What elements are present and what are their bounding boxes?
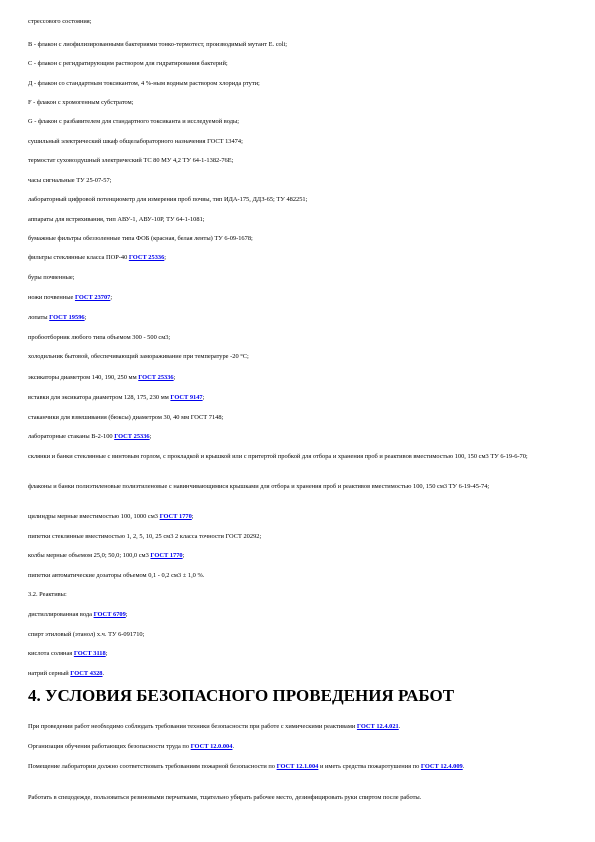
gost-link[interactable]: ГОСТ 3118 xyxy=(73,650,106,657)
paragraph-text: ножи почвенные xyxy=(28,294,75,301)
paragraph xyxy=(28,137,568,147)
paragraph-text: и иметь средства пожаротушения по xyxy=(318,763,421,770)
gost-link[interactable]: ГОСТ 12.0.004 xyxy=(190,743,233,750)
paragraph xyxy=(28,482,568,492)
paragraph-text: флаконы и банки полиэтиленовые полиэтиленовые с навинчивающимися крышками для отбора и хранения проб и реактивов вместимостью 100, 150 см3 ТУ 6-19-45-74; xyxy=(28,483,490,490)
paragraph-text: ; xyxy=(173,374,176,381)
paragraph-text: ; xyxy=(84,314,87,321)
paragraph-text: буры почвенные; xyxy=(28,274,75,281)
gost-link[interactable]: ГОСТ 1770 xyxy=(150,552,183,559)
paragraph xyxy=(28,742,568,752)
paragraph-text: При проведении работ необходимо соблюдать требования техники безопасности при работе с химическими реактивами xyxy=(28,723,357,730)
paragraph-text: Помещение лаборатории должно соответствовать требованиям пожарной безопасности по xyxy=(28,763,277,770)
paragraph-text: эксикаторы диаметром 140, 190, 250 мм xyxy=(28,374,139,381)
paragraph xyxy=(28,156,568,166)
gost-link[interactable]: ГОСТ 25336 xyxy=(114,433,150,440)
paragraph xyxy=(28,722,568,732)
paragraph xyxy=(28,273,568,283)
paragraph-text: лабораторный цифровой потенциометр для измерения проб почвы, тип ИДА-175, ДДЗ-65; ТУ 482251; xyxy=(28,196,308,203)
paragraph xyxy=(28,373,568,383)
paragraph-text: . xyxy=(102,670,105,677)
paragraph xyxy=(28,79,568,89)
paragraph-text: дистиллированная вода xyxy=(28,611,94,618)
paragraph-text: лопаты xyxy=(28,314,50,321)
paragraph-text: G - флакон с разбавителем для стандартного токсиканта и исследуемой воды; xyxy=(28,118,240,125)
paragraph-text: ; xyxy=(110,294,113,301)
paragraph-text: термостат суховоздушный электрический ТС 80 МУ 4,2 ТУ 64-1-1382-76Е; xyxy=(28,157,234,164)
paragraph xyxy=(28,17,568,27)
paragraph xyxy=(28,630,568,640)
paragraph-text: . xyxy=(398,723,401,730)
paragraph xyxy=(28,234,568,244)
paragraph-text: кислота соляная xyxy=(28,650,74,657)
paragraph-text: цилиндры мерные вместимостью 100, 1000 см3 xyxy=(28,513,160,520)
paragraph xyxy=(28,762,568,772)
paragraph-text: ; xyxy=(125,611,128,618)
gost-link[interactable]: ГОСТ 23707 xyxy=(74,294,111,301)
paragraph xyxy=(28,452,568,462)
gost-link[interactable]: ГОСТ 25336 xyxy=(128,254,165,261)
gost-link[interactable]: ГОСТ 6709 xyxy=(93,611,126,618)
paragraph xyxy=(28,571,568,581)
paragraph-text: B - флакон с лиофилизированными бактериями тонко-термотест, производимый мутант E. coli; xyxy=(28,41,288,48)
paragraph-text: пробоотборник любого типа объемом 300 - 500 см3; xyxy=(28,334,171,341)
paragraph xyxy=(28,215,568,225)
paragraph xyxy=(28,551,568,561)
gost-link[interactable]: ГОСТ 12.4.021 xyxy=(356,723,399,730)
gost-link[interactable]: ГОСТ 12.1.004 xyxy=(276,763,319,770)
paragraph-text: Д - флакон со стандартным токсикантом, 4 %-ным водным раствором хлорида ртути; xyxy=(28,80,260,87)
paragraph-text: натрий серный xyxy=(28,670,71,677)
paragraph-text: спирт этиловый (этанол) х.ч. ТУ 6-091710; xyxy=(28,631,145,638)
paragraph xyxy=(28,59,568,69)
paragraph-text: ; xyxy=(105,650,108,657)
paragraph xyxy=(28,333,568,343)
paragraph xyxy=(28,195,568,205)
paragraph-text: фильтры стеклянные класса ПОР-40 xyxy=(28,254,129,261)
paragraph xyxy=(28,352,568,362)
paragraph xyxy=(28,313,568,323)
paragraph-text: Работать в спецодежде, пользоваться резиновыми перчатками, тщательно убирать рабочее место, дезинфицировать руки спиртом после работы. xyxy=(28,794,422,801)
paragraph-text: ; xyxy=(182,552,185,559)
paragraph-text: Организация обучения работающих безопасности труда по xyxy=(28,743,191,750)
paragraph-text: C - флакон с регидратирующим раствором для гидратирования бактерий; xyxy=(28,60,228,67)
paragraph-text: пипетки автоматические дозаторы объемом 0,1 - 0,2 см3 ± 1,0 %. xyxy=(28,572,205,579)
paragraph-text: склянки и банки стеклянные с винтовым горлом, с прокладкой и крышкой или с притертой пробкой для отбора и хранения проб и реактивов вместимостью 100, 150 см3 ТУ 6-19-6-70; xyxy=(28,453,528,460)
paragraph-text: сушильный электрический шкаф общелабораторного назначения ГОСТ 13474; xyxy=(28,138,243,145)
paragraph-text: стаканчики для взвешивания (бюксы) диаметром 30, 40 мм ГОСТ 7148; xyxy=(28,414,224,421)
paragraph xyxy=(28,176,568,186)
paragraph xyxy=(28,393,568,403)
paragraph-text: лабораторные стаканы В-2-100 xyxy=(28,433,115,440)
gost-link[interactable]: ГОСТ 12.4.009 xyxy=(420,763,463,770)
paragraph-text: ; xyxy=(164,254,167,261)
gost-link[interactable]: ГОСТ 1770 xyxy=(159,513,192,520)
paragraph-text: часы сигнальные ТУ 25-07-57; xyxy=(28,177,112,184)
paragraph xyxy=(28,512,568,522)
paragraph xyxy=(28,793,568,803)
paragraph-text: ; xyxy=(191,513,194,520)
paragraph-text: пипетки стеклянные вместимостью 1, 2, 5, 10, 25 см3 2 класса точности ГОСТ 20292; xyxy=(28,533,262,540)
paragraph-text: F - флакон с хромогенным субстратом; xyxy=(28,99,134,106)
paragraph xyxy=(28,532,568,542)
paragraph xyxy=(28,610,568,620)
paragraph-text: . xyxy=(462,763,465,770)
paragraph xyxy=(28,253,568,263)
paragraph xyxy=(28,590,568,600)
gost-link[interactable]: ГОСТ 19596 xyxy=(49,314,85,321)
paragraph-text: ; xyxy=(149,433,152,440)
paragraph-text: бумажные фильтры обеззоленные типа ФОБ (красная, белая ленты) ТУ 6-09-1678; xyxy=(28,235,253,242)
paragraph-text: колбы мерные объемом 25,0; 50,0; 100,0 см3 xyxy=(28,552,151,559)
gost-link[interactable]: ГОСТ 25336 xyxy=(138,374,174,381)
paragraph xyxy=(28,98,568,108)
section-heading: 4. УСЛОВИЯ БЕЗОПАСНОГО ПРОВЕДЕНИЯ РАБОТ xyxy=(28,686,455,705)
paragraph-text: . xyxy=(232,743,235,750)
paragraph-text: аппараты для встряхивания, тип АВУ-1, АВУ-10Р, ТУ 64-1-1081; xyxy=(28,216,205,223)
paragraph xyxy=(28,40,568,50)
gost-link[interactable]: ГОСТ 9147 xyxy=(170,394,203,401)
paragraph-text: 3.2. Реактивы: xyxy=(28,591,67,598)
paragraph-text: холодильник бытовой, обеспечивающий замораживание при температуре -20 °С; xyxy=(28,353,249,360)
paragraph xyxy=(28,293,568,303)
gost-link[interactable]: ГОСТ 4328 xyxy=(70,670,103,677)
paragraph xyxy=(28,432,568,442)
paragraph xyxy=(28,413,568,423)
paragraph-text: вставки для эксикатора диаметром 128, 175, 230 мм xyxy=(28,394,171,401)
paragraph-text: стрессового состояния; xyxy=(28,18,92,25)
paragraph xyxy=(28,649,568,659)
paragraph xyxy=(28,669,568,679)
paragraph-text: ; xyxy=(202,394,205,401)
paragraph xyxy=(28,117,568,127)
